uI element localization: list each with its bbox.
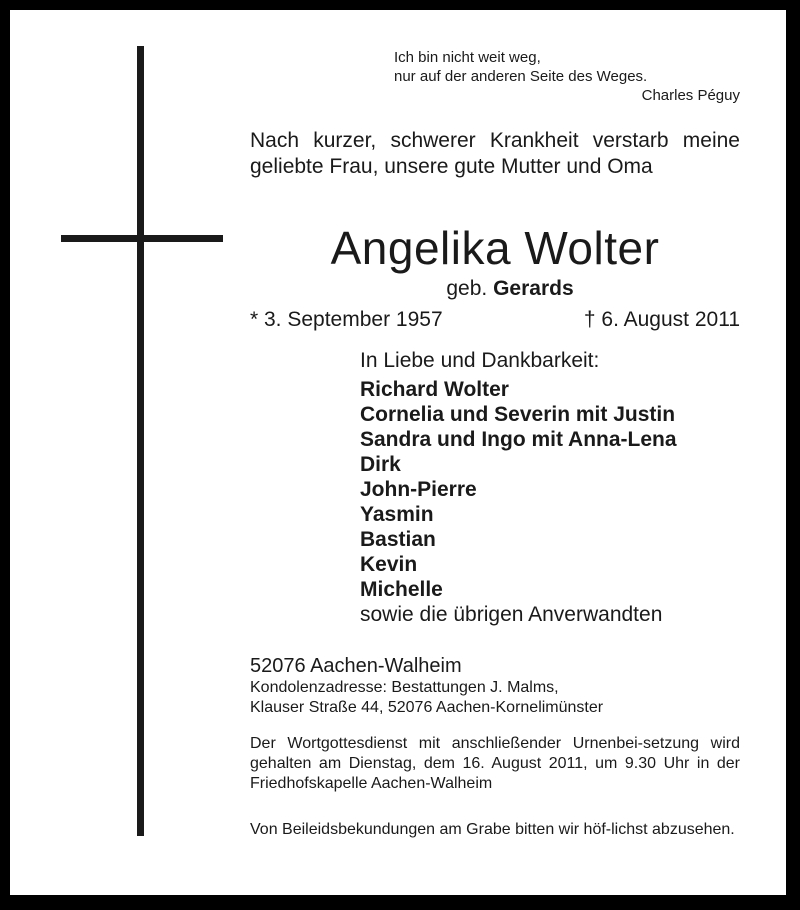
family-member: Kevin: [360, 553, 418, 576]
family-member: Cornelia und Severin mit Justin: [360, 403, 676, 426]
family-list: [360, 377, 750, 602]
condolence-line-1: Kondolenzadresse: Bestattungen J. Malms,: [250, 679, 559, 696]
quote-block: [394, 48, 740, 105]
condolence-request: Von Beileidsbekundungen am Grabe bitten wir höf-lichst abzusehen.: [250, 821, 735, 838]
family-member: Dirk: [360, 453, 401, 476]
birth-date: * 3. September 1957: [250, 308, 443, 331]
maiden-name: [250, 276, 740, 302]
relatives-text: sowie die übrigen Anverwandten: [360, 603, 663, 626]
death-date: † 6. August 2011: [583, 308, 740, 331]
family-member: Yasmin: [360, 503, 434, 526]
quote-author: Charles Péguy: [641, 87, 740, 104]
family-member: John-Pierre: [360, 478, 477, 501]
obituary-notice: [10, 10, 786, 895]
quote-line-2: nur auf der anderen Seite des Weges.: [394, 68, 648, 85]
condolence-line-2: Klauser Straße 44, 52076 Aachen-Kornelimünster: [250, 699, 604, 716]
life-dates: [250, 307, 740, 333]
family-member: Bastian: [360, 528, 436, 551]
cross-vertical-bar: [137, 46, 144, 836]
thanks-heading: In Liebe und Dankbarkeit:: [360, 349, 600, 372]
maiden-name-value: Gerards: [493, 277, 574, 300]
condolence-address: [250, 678, 750, 718]
family-member: Sandra und Ingo mit Anna-Lena: [360, 428, 677, 451]
service-info: Der Wortgottesdienst mit anschließender Urnenbei-setzung wird gehalten am Dienstag, dem 16. August 2011, um 9.30 Uhr in der Friedhofskapelle Aachen-Walheim: [250, 735, 740, 792]
cross-horizontal-bar: [61, 235, 223, 242]
mourners-block: [360, 348, 750, 627]
deceased-name: Angelika Wolter: [330, 222, 660, 274]
maiden-name-prefix: geb.: [446, 277, 488, 300]
quote-line-1: Ich bin nicht weit weg,: [394, 49, 541, 66]
family-member: Richard Wolter: [360, 378, 509, 401]
place: 52076 Aachen-Walheim: [250, 655, 462, 677]
family-member: Michelle: [360, 578, 443, 601]
intro-text: Nach kurzer, schwerer Krankheit verstarb meine geliebte Frau, unsere gute Mutter und Oma: [250, 129, 740, 178]
